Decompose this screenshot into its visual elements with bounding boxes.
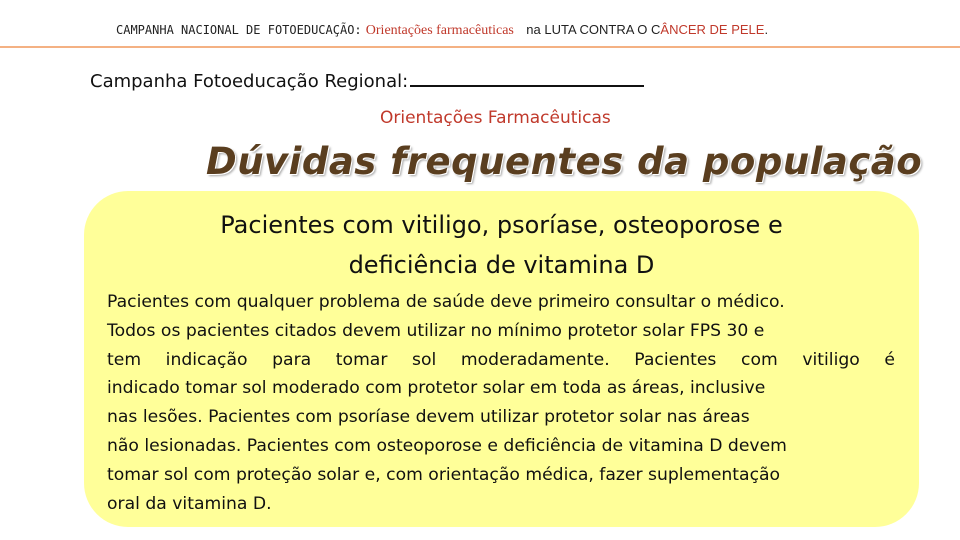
body-line: tomar sol com proteção solar e, com orientação médica, fazer suplementação	[107, 464, 781, 485]
page-header	[0, 0, 960, 48]
body-line: Todos os pacientes citados devem utilizar no mínimo protetor solar FPS 30 e	[107, 320, 765, 341]
body-line: indicado tomar sol moderado com protetor solar em toda as áreas, inclusive	[107, 378, 766, 399]
body-line: nas lesões. Pacientes com psoríase devem utilizar protetor solar nas áreas	[107, 407, 750, 428]
campaign-title	[90, 66, 644, 92]
header-fight-text: na LUTA CONTRA O C	[526, 22, 661, 37]
body-line: tem indicação para tomar sol moderadamente. Pacientes com vitiligo é	[107, 349, 895, 370]
panel-title-line: deficiência de vitamina D	[348, 251, 655, 279]
panel-title	[84, 205, 919, 285]
panel-title-line: Pacientes com vitiligo, psoríase, osteoporose e	[220, 211, 783, 239]
body-line: Pacientes com qualquer problema de saúde deve primeiro consultar o médico.	[107, 292, 785, 312]
content-panel	[84, 191, 919, 527]
body-line: não lesionadas. Pacientes com osteoporose e deficiência de vitamina D devem	[107, 435, 787, 456]
panel-body	[107, 288, 895, 518]
header-guidance: Orientações farmacêuticas	[365, 23, 514, 38]
header-cancer-text: ÂNCER DE PELE	[660, 22, 765, 37]
subheading: Orientações Farmacêuticas	[380, 108, 611, 128]
main-title: Dúvidas frequentes da população	[206, 140, 923, 183]
campaign-blank-line	[410, 66, 644, 87]
header-campaign-name: CAMPANHA NACIONAL DE FOTOEDUCAÇÃO:	[116, 23, 362, 37]
header-period: .	[764, 22, 769, 37]
campaign-title-text: Campanha Fotoeducação Regional:	[90, 71, 409, 92]
header-banner-text	[116, 22, 768, 39]
body-line: oral da vitamina D.	[107, 493, 272, 514]
